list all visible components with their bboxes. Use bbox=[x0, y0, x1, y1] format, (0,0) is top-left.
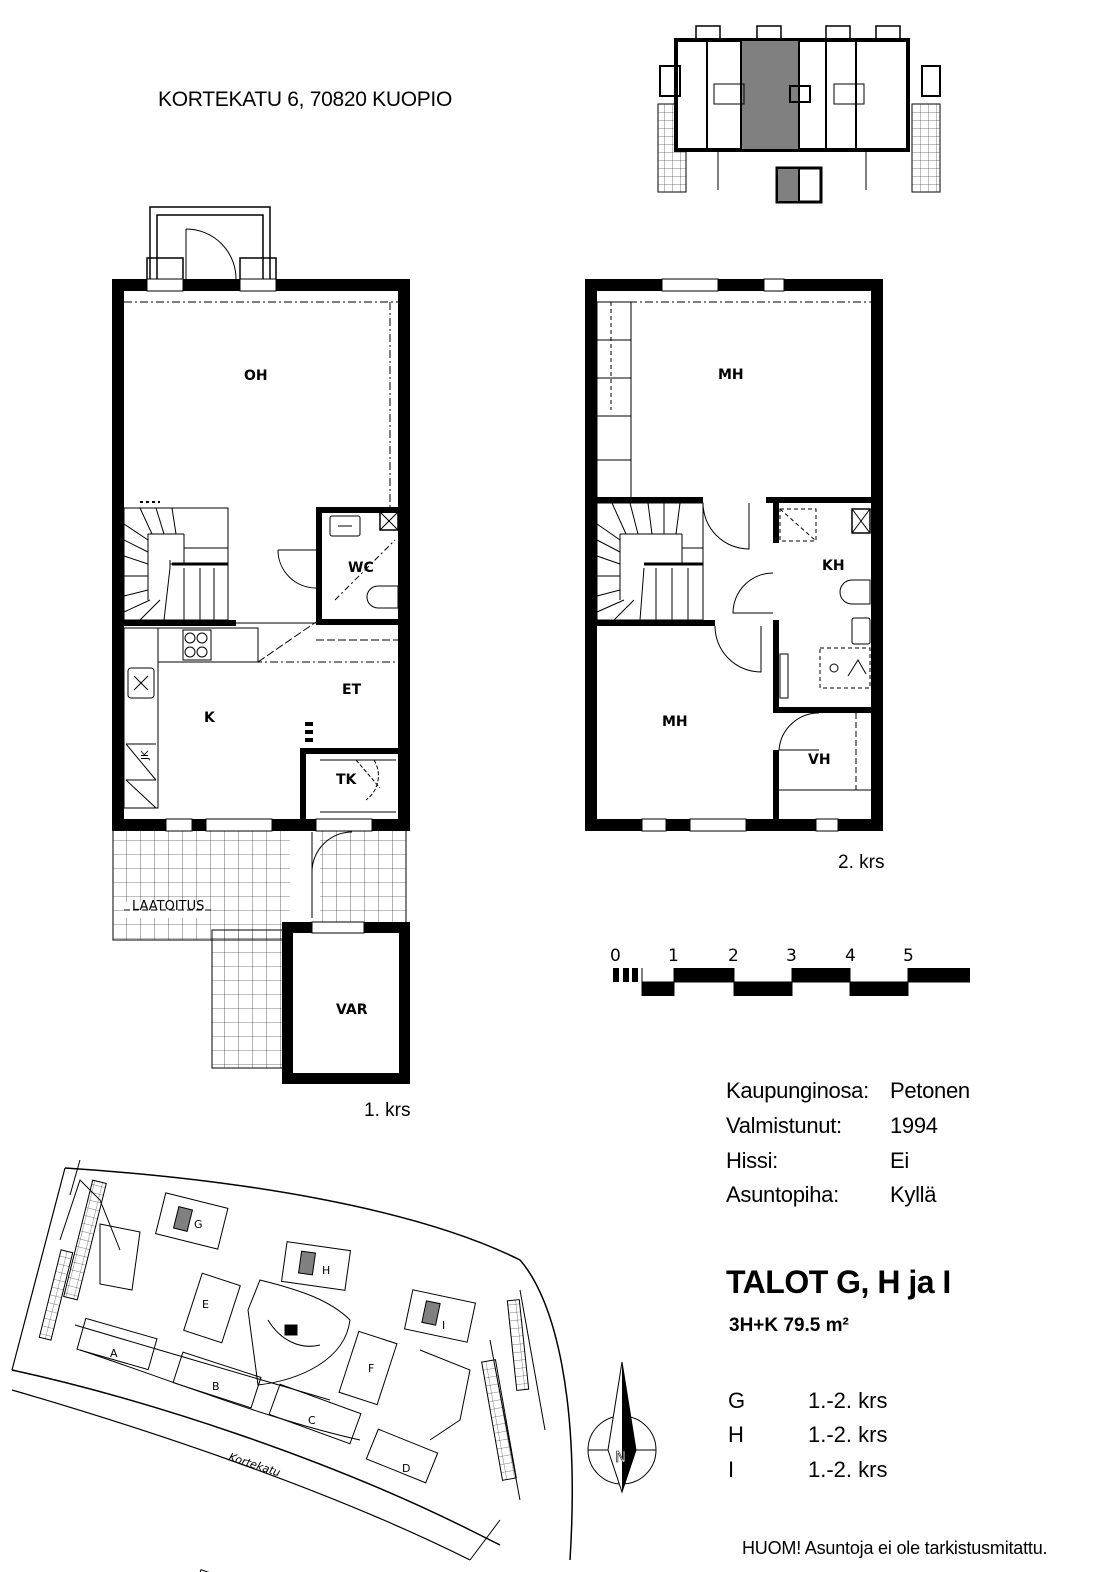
north-arrow-icon bbox=[588, 1362, 656, 1492]
info-value-yard: Kyllä bbox=[890, 1182, 937, 1207]
info-key-elevator: Hissi: bbox=[726, 1148, 778, 1173]
site-label-f: F bbox=[368, 1362, 375, 1375]
house-h-floors: 1.-2. krs bbox=[808, 1422, 888, 1447]
svg-text:1: 1 bbox=[668, 946, 679, 966]
svg-text:5: 5 bbox=[903, 946, 914, 966]
key-plan bbox=[658, 26, 940, 202]
site-label-i: I bbox=[442, 1319, 446, 1332]
laatoitus-label: LAATOITUS bbox=[132, 899, 205, 914]
north-label: N bbox=[615, 1448, 627, 1466]
room-mh-top-label: MH bbox=[718, 367, 744, 383]
house-g-label: G bbox=[728, 1388, 746, 1413]
room-et-label: ET bbox=[342, 682, 362, 698]
site-house-h bbox=[299, 1251, 316, 1275]
svg-text:0: 0 bbox=[610, 946, 621, 966]
site-house-i bbox=[422, 1301, 440, 1325]
site-label-d: D bbox=[402, 1462, 411, 1475]
floor1-label: 1. krs bbox=[364, 1100, 411, 1121]
room-var-label: VAR bbox=[336, 1002, 368, 1018]
house-i-label: I bbox=[728, 1457, 735, 1482]
svg-text:2: 2 bbox=[728, 946, 739, 966]
house-g-floors: 1.-2. krs bbox=[808, 1388, 888, 1413]
svg-text:3: 3 bbox=[786, 946, 797, 966]
room-wc-label: WC bbox=[348, 560, 374, 576]
disclaimer-note: HUOM! Asuntoja ei ole tarkistusmitattu. bbox=[742, 1538, 1048, 1558]
site-label-a: A bbox=[110, 1347, 118, 1360]
site-label-b: B bbox=[212, 1380, 220, 1393]
address-title: KORTEKATU 6, 70820 KUOPIO bbox=[158, 88, 453, 111]
room-k-label: K bbox=[204, 710, 215, 726]
floor2-plan bbox=[585, 279, 883, 831]
info-key-completed: Valmistunut: bbox=[726, 1113, 842, 1138]
room-tk-label: TK bbox=[336, 772, 357, 788]
site-map bbox=[12, 1160, 572, 1572]
svg-text:4: 4 bbox=[845, 946, 856, 966]
site-label-g: G bbox=[194, 1218, 203, 1231]
room-kh-label: KH bbox=[822, 558, 845, 574]
floor2-label: 2. krs bbox=[838, 852, 885, 873]
floor1-plan bbox=[112, 207, 410, 1084]
site-house-g bbox=[174, 1207, 193, 1232]
site-street-label: Kortekatu bbox=[227, 1450, 283, 1480]
info-key-district: Kaupunginosa: bbox=[726, 1078, 869, 1103]
info-value-elevator: Ei bbox=[890, 1148, 909, 1173]
info-key-yard: Asuntopiha: bbox=[726, 1182, 839, 1207]
info-value-completed: 1994 bbox=[890, 1113, 938, 1138]
unit-type: 3H+K 79.5 m² bbox=[729, 1315, 849, 1336]
jk-label: JK bbox=[140, 750, 151, 760]
house-i-floors: 1.-2. krs bbox=[808, 1457, 888, 1482]
house-h-label: H bbox=[728, 1422, 744, 1447]
houses-title: TALOT G, H ja I bbox=[726, 1264, 951, 1300]
room-mh-bottom-label: MH bbox=[662, 714, 688, 730]
scale-bar bbox=[610, 946, 970, 996]
site-label-c: C bbox=[308, 1414, 316, 1427]
room-oh-label: OH bbox=[244, 368, 268, 384]
info-value-district: Petonen bbox=[890, 1078, 970, 1103]
site-label-e: E bbox=[202, 1298, 209, 1311]
room-vh-label: VH bbox=[808, 752, 831, 768]
site-label-h: H bbox=[322, 1264, 331, 1277]
